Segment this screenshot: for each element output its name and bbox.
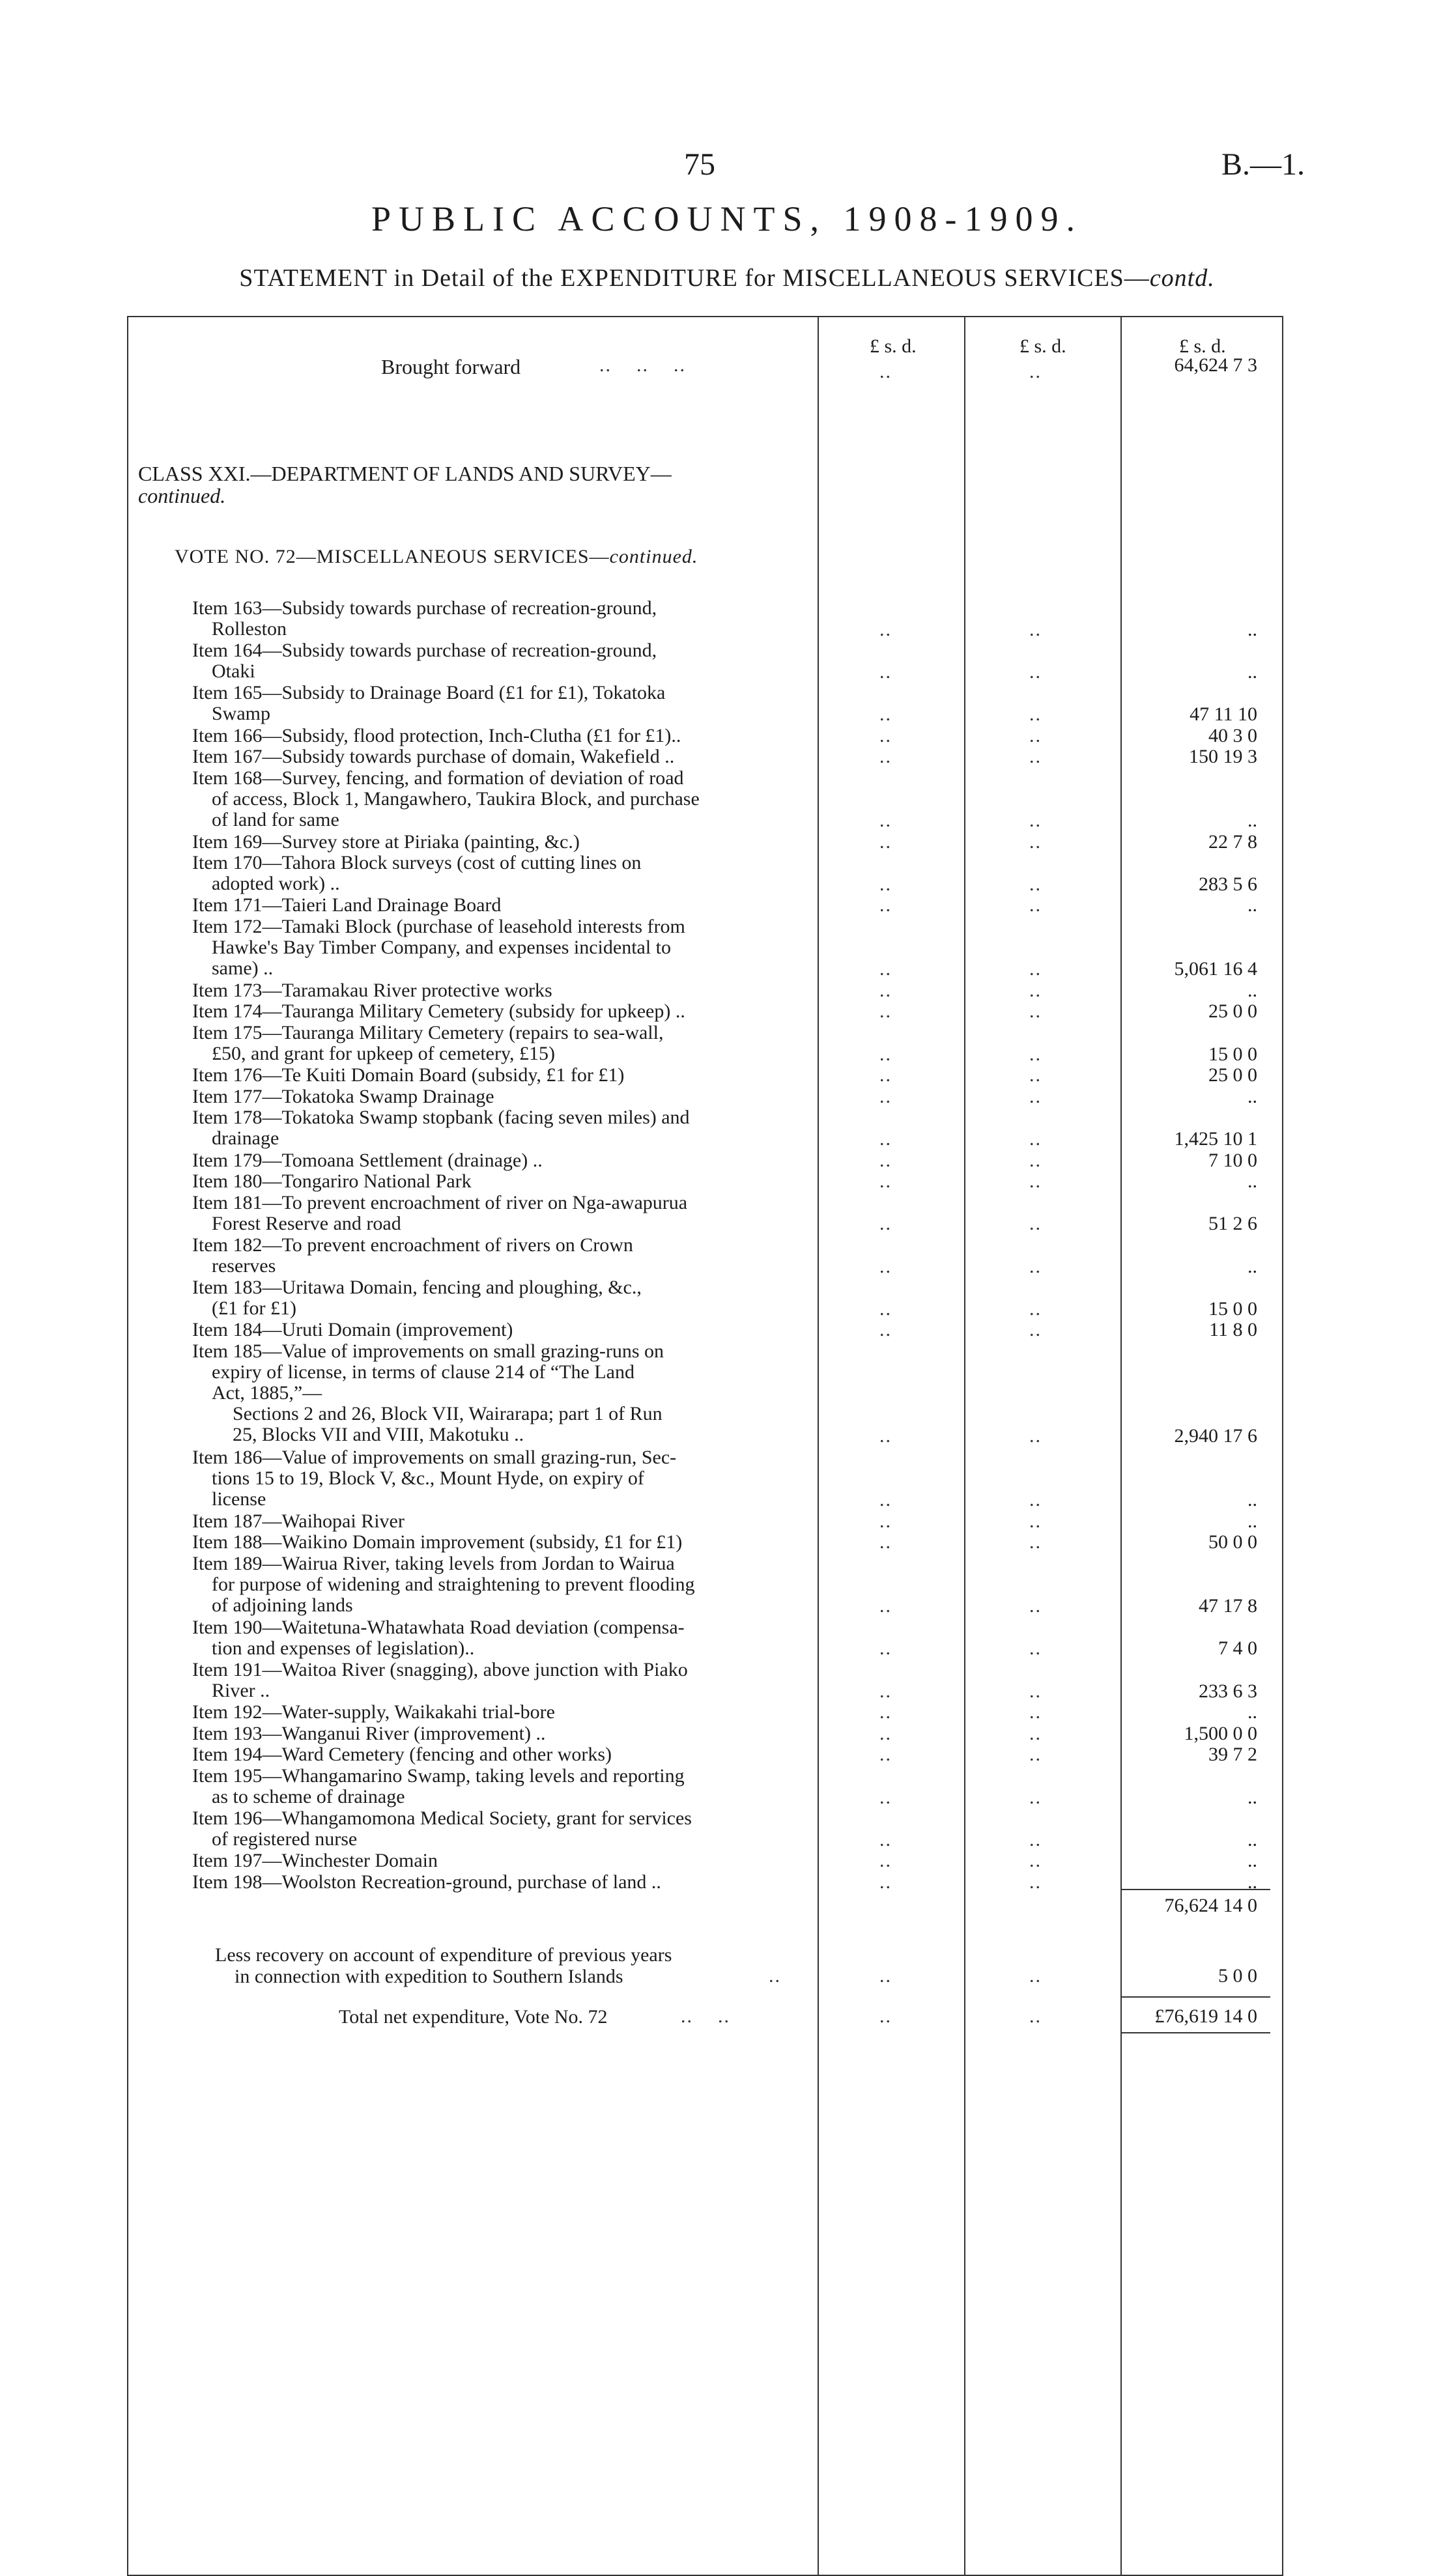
item-amount: .. (1247, 979, 1257, 1001)
item-amount: .. (1247, 1871, 1257, 1893)
leader-dots: .. (1029, 810, 1042, 831)
item-amount: 51 2 6 (1208, 1213, 1257, 1235)
item-amount: .. (1247, 1701, 1257, 1723)
less-recovery-amount: 5 0 0 (1218, 1965, 1257, 1987)
leader-dots: .. (879, 1850, 892, 1872)
item-row (192, 1001, 814, 1022)
item-text: tions 15 to 19, Block V, &c., Mount Hyde, on expiry of (212, 1467, 644, 1489)
leader-dots: .. (1029, 1701, 1042, 1723)
item-amount: 22 7 8 (1208, 830, 1257, 853)
item-text: Item 166—Subsidy, flood protection, Inch-Clutha (£1 for £1).. (192, 724, 681, 746)
item-text: Otaki (212, 660, 255, 683)
leader-dots: .. (1029, 1489, 1042, 1511)
column-divider (964, 316, 965, 2576)
item-text: Item 180—Tongariro National Park (192, 1170, 472, 1193)
item-amount: 47 11 10 (1190, 703, 1257, 725)
item-row (192, 1808, 814, 1850)
item-amount: .. (1247, 618, 1257, 640)
leader-dots: .. (879, 894, 892, 916)
item-amount: 50 0 0 (1208, 1531, 1257, 1553)
leader-dots: .. (1029, 2005, 1042, 2027)
item-row (192, 1553, 814, 1616)
leader-dots: .. (879, 1828, 892, 1850)
item-text: of registered nurse (212, 1828, 358, 1850)
item-text: 25, Blocks VII and VIII, Makotuku .. (233, 1424, 524, 1445)
vote-heading-main: VOTE NO. 72—MISCELLANEOUS SERVICES— (175, 546, 610, 567)
leader-dots: .. (1029, 1319, 1042, 1341)
item-amount: 15 0 0 (1208, 1297, 1257, 1320)
item-amount: 7 4 0 (1218, 1637, 1257, 1660)
leader-dots: .. (1029, 873, 1042, 895)
leader-dots: .. (1029, 724, 1042, 746)
item-text: Item 185—Value of improvements on small grazing-runs on (192, 1340, 664, 1362)
item-amount: 39 7 2 (1208, 1744, 1257, 1766)
item-amount: 5,061 16 4 (1174, 958, 1257, 980)
item-row (192, 853, 814, 894)
item-row (192, 1723, 814, 1744)
leader-dots: .. (879, 1000, 892, 1023)
item-text: Swamp (212, 703, 270, 725)
item-amount: .. (1247, 1489, 1257, 1511)
item-text: drainage (212, 1127, 279, 1150)
leader-dots: .. (1029, 1637, 1042, 1660)
leader-dots: .. (1029, 1149, 1042, 1171)
item-text: Item 177—Tokatoka Swamp Drainage (192, 1085, 494, 1107)
item-row (192, 916, 814, 979)
item-amount: 283 5 6 (1199, 873, 1257, 895)
item-row (192, 1171, 814, 1192)
column-head-3: £ s. d. (1179, 335, 1226, 357)
item-text: same) .. (212, 957, 274, 979)
item-text: as to scheme of drainage (212, 1786, 405, 1807)
leader-dots: .. (879, 1213, 892, 1235)
item-text: Item 193—Wanganui River (improvement) .. (192, 1722, 546, 1744)
item-row (192, 980, 814, 1001)
leader-dots: .. (879, 1128, 892, 1150)
item-amount: 150 19 3 (1189, 746, 1257, 768)
item-row (192, 1277, 814, 1319)
item-text: of access, Block 1, Mangawhero, Taukira Block, and purchase (212, 787, 700, 810)
leader-dots: .. (1029, 1722, 1042, 1744)
item-row (192, 1320, 814, 1340)
leader-dots: .. (1029, 1213, 1042, 1235)
item-row (192, 1235, 814, 1277)
item-amount: .. (1247, 810, 1257, 831)
item-row (192, 832, 814, 853)
item-row (192, 895, 814, 916)
leader-dots: .. (879, 1637, 892, 1660)
item-row (192, 1532, 814, 1553)
leader-dots: .. (879, 1744, 892, 1766)
leader-dots: .. (879, 361, 892, 382)
less-recovery-line2: in connection with expedition to Southern Islands (235, 1966, 623, 1987)
item-text: Forest Reserve and road (212, 1212, 401, 1234)
item-text: Item 173—Taramakau River protective works (192, 979, 552, 1001)
item-text: reserves (212, 1255, 276, 1277)
item-row (192, 1766, 814, 1807)
leader-dots: .. (1029, 1871, 1042, 1893)
item-row (192, 1511, 814, 1532)
page-subtitle (0, 264, 1454, 292)
item-amount: .. (1247, 1170, 1257, 1193)
vote-heading-contd: continued. (609, 546, 698, 567)
item-amount: 11 8 0 (1209, 1319, 1257, 1341)
item-text: Item 181—To prevent encroachment of river on Nga-awapurua (192, 1191, 688, 1213)
leader-dots: .. (879, 1255, 892, 1277)
item-row (192, 1744, 814, 1765)
leader-dots: .. (879, 2005, 892, 2027)
item-text: Item 188—Waikino Domain improvement (subsidy, £1 for £1) (192, 1531, 683, 1553)
leader-dots: .. (1029, 1064, 1042, 1086)
item-row (192, 1447, 814, 1510)
leader-dots: .. (1029, 1085, 1042, 1107)
item-text: license (212, 1488, 266, 1510)
item-text: of adjoining lands (212, 1594, 353, 1616)
leader-dots: .. (1029, 1828, 1042, 1850)
class-heading-line2 (138, 485, 672, 507)
class-heading-contd: continued. (138, 484, 226, 507)
leader-dots: .. (1029, 1531, 1042, 1553)
class-heading-line1: CLASS XXI.—DEPARTMENT OF LANDS AND SURVEY— (138, 462, 672, 485)
item-text: Item 192—Water-supply, Waikakahi trial-bore (192, 1701, 555, 1723)
item-text: (£1 for £1) (212, 1297, 296, 1320)
leader-dots: .. (1029, 1595, 1042, 1617)
item-text: Rolleston (212, 618, 287, 640)
item-text: Item 196—Whangamomona Medical Society, grant for services (192, 1807, 692, 1830)
item-text: Item 198—Woolston Recreation-ground, purchase of land .. (192, 1871, 661, 1893)
leader-dots: .. .. .. (599, 354, 686, 376)
leader-dots: .. (879, 1722, 892, 1744)
item-amount: .. (1247, 1255, 1257, 1277)
leader-dots: .. (1029, 1744, 1042, 1766)
leader-dots: .. (1029, 1000, 1042, 1023)
leader-dots: .. (879, 1701, 892, 1723)
item-text: Item 187—Waihopai River (192, 1510, 405, 1532)
leader-dots: .. (879, 746, 892, 768)
item-amount: .. (1247, 1850, 1257, 1872)
item-text: Hawke's Bay Timber Company, and expenses incidental to (212, 937, 672, 958)
item-text: Item 170—Tahora Block surveys (cost of cutting lines on (192, 852, 642, 874)
leader-dots: .. (1029, 1965, 1042, 1987)
leader-dots: .. (1029, 618, 1042, 640)
leader-dots: .. (879, 1786, 892, 1808)
item-text: Item 191—Waitoa River (snagging), above junction with Piako (192, 1659, 688, 1680)
page-title: PUBLIC ACCOUNTS, 1908-1909. (371, 199, 1083, 238)
item-amount: 1,500 0 0 (1184, 1722, 1257, 1744)
item-text: Item 194—Ward Cemetery (fencing and other works) (192, 1744, 612, 1766)
item-amount: .. (1247, 1085, 1257, 1107)
leader-dots: .. (879, 724, 892, 746)
item-row (192, 1850, 814, 1871)
item-amount: 2,940 17 6 (1174, 1425, 1257, 1447)
leader-dots: .. (879, 1064, 892, 1086)
leader-dots: .. (1029, 1680, 1042, 1702)
page-number: 75 (684, 147, 715, 182)
item-text: Item 167—Subsidy towards purchase of domain, Wakefield .. (192, 746, 675, 768)
leader-dots: .. (879, 1680, 892, 1702)
item-text: River .. (212, 1680, 270, 1701)
leader-dots: .. (879, 979, 892, 1001)
item-amount: 15 0 0 (1208, 1043, 1257, 1065)
column-head-2: £ s. d. (1019, 335, 1066, 357)
item-text: Item 169—Survey store at Piriaka (painting, &c.) (192, 830, 580, 853)
item-amount: 47 17 8 (1199, 1595, 1257, 1617)
leader-dots: .. (1029, 979, 1042, 1001)
subtitle-main: STATEMENT in Detail of the EXPENDITURE for MISCELLANEOUS SERVICES— (239, 264, 1150, 292)
item-text: adopted work) .. (212, 873, 340, 895)
leader-dots: .. (879, 1085, 892, 1107)
item-amount: .. (1247, 894, 1257, 916)
item-text: Item 184—Uruti Domain (improvement) (192, 1319, 513, 1341)
leader-dots: .. (879, 1425, 892, 1447)
leader-dots: .. (879, 830, 892, 853)
item-text: Item 179—Tomoana Settlement (drainage) .. (192, 1149, 543, 1171)
item-amount: .. (1247, 1786, 1257, 1808)
leader-dots: .. (1029, 1297, 1042, 1320)
item-text: Item 178—Tokatoka Swamp stopbank (facing seven miles) and (192, 1107, 690, 1129)
item-row (192, 640, 814, 682)
leader-dots: .. (769, 1965, 781, 1987)
column-head-1: £ s. d. (870, 335, 917, 357)
item-row (192, 1617, 814, 1659)
leader-dots: .. (879, 703, 892, 725)
leader-dots: .. (879, 1043, 892, 1065)
leader-dots: .. (879, 618, 892, 640)
vote-heading (175, 546, 698, 568)
leader-dots: .. (1029, 660, 1042, 683)
leader-dots: .. (879, 1297, 892, 1320)
item-text: Item 171—Taieri Land Drainage Board (192, 894, 502, 916)
leader-dots: .. (1029, 1170, 1042, 1193)
item-text: Item 163—Subsidy towards purchase of recreation-ground, (192, 597, 657, 619)
item-row (192, 1086, 814, 1107)
total-underline (1120, 2032, 1270, 2033)
item-row (192, 726, 814, 746)
leader-dots: .. (1029, 1850, 1042, 1872)
leader-dots: .. (1029, 1786, 1042, 1808)
item-text: Item 190—Waitetuna-Whatawhata Road deviation (compensa- (192, 1616, 685, 1638)
item-row (192, 768, 814, 830)
item-text: Item 176—Te Kuiti Domain Board (subsidy, £1 for £1) (192, 1064, 625, 1086)
item-amount: .. (1247, 660, 1257, 683)
item-text: £50, and grant for upkeep of cemetery, £15) (212, 1043, 556, 1064)
item-row (192, 1872, 814, 1893)
item-text: Item 197—Winchester Domain (192, 1850, 438, 1872)
item-amount: 40 3 0 (1208, 724, 1257, 746)
item-row (192, 1065, 814, 1086)
item-row (192, 1341, 814, 1445)
leader-dots: .. .. (681, 2005, 730, 2027)
item-amount: 25 0 0 (1208, 1064, 1257, 1086)
item-row (192, 598, 814, 640)
item-text: Item 189—Wairua River, taking levels from Jordan to Wairua (192, 1553, 675, 1574)
item-amount: 7 10 0 (1208, 1149, 1257, 1171)
item-text: Item 168—Survey, fencing, and formation of deviation of road (192, 767, 684, 789)
class-heading (138, 462, 672, 507)
item-text: Item 175—Tauranga Military Cemetery (repairs to sea-wall, (192, 1022, 664, 1043)
leader-dots: .. (1029, 894, 1042, 916)
leader-dots: .. (879, 1595, 892, 1617)
leader-dots: .. (1029, 1510, 1042, 1532)
leader-dots: .. (1029, 1255, 1042, 1277)
brought-forward-amount: 64,624 7 3 (1174, 354, 1257, 376)
less-recovery-line1: Less recovery on account of expenditure of previous years (215, 1944, 672, 1966)
item-text: tion and expenses of legislation).. (212, 1637, 475, 1659)
brought-forward-label: Brought forward (381, 355, 521, 378)
item-row (192, 746, 814, 767)
item-amount: .. (1247, 1828, 1257, 1850)
leader-dots: .. (879, 660, 892, 683)
column-divider (818, 316, 819, 2576)
item-text: Item 172—Tamaki Block (purchase of leasehold interests from (192, 916, 685, 937)
item-row (192, 683, 814, 724)
leader-dots: .. (879, 1489, 892, 1511)
leader-dots: .. (1029, 361, 1042, 382)
leader-dots: .. (879, 1319, 892, 1341)
leader-dots: .. (1029, 1128, 1042, 1150)
item-row (192, 1107, 814, 1149)
item-row (192, 1660, 814, 1701)
leader-dots: .. (879, 810, 892, 831)
leader-dots: .. (879, 1871, 892, 1893)
item-text: of land for same (212, 808, 339, 830)
item-amount: 25 0 0 (1208, 1000, 1257, 1023)
item-text: expiry of license, in terms of clause 214 of “The Land (212, 1361, 634, 1383)
leader-dots: .. (879, 1149, 892, 1171)
item-amount: 233 6 3 (1199, 1680, 1257, 1702)
leader-dots: .. (879, 873, 892, 895)
item-text: Act, 1885,”— (212, 1382, 322, 1404)
leader-dots: .. (1029, 830, 1042, 853)
item-text: for purpose of widening and straightening to prevent flooding (212, 1574, 695, 1595)
leader-dots: .. (1029, 1043, 1042, 1065)
leader-dots: .. (1029, 958, 1042, 980)
item-text: Item 183—Uritawa Domain, fencing and ploughing, &c., (192, 1277, 642, 1299)
leader-dots: .. (1029, 703, 1042, 725)
item-amount: 1,425 10 1 (1174, 1128, 1257, 1150)
total-label: Total net expenditure, Vote No. 72 (339, 2006, 608, 2028)
item-row (192, 1023, 814, 1064)
item-row (192, 1193, 814, 1234)
item-row (192, 1150, 814, 1171)
item-text: Item 182—To prevent encroachment of rivers on Crown (192, 1234, 633, 1256)
subtitle-contd: contd. (1149, 264, 1215, 292)
leader-dots: .. (1029, 746, 1042, 768)
item-text: Item 174—Tauranga Military Cemetery (subsidy for upkeep) .. (192, 1000, 685, 1023)
item-amount: .. (1247, 1510, 1257, 1532)
total-rule (1120, 1996, 1270, 1998)
leader-dots: .. (879, 1965, 892, 1987)
item-text: Item 164—Subsidy towards purchase of recreation-ground, (192, 640, 657, 662)
leader-dots: .. (879, 958, 892, 980)
subtotal-amount: 76,624 14 0 (1164, 1895, 1257, 1916)
leader-dots: .. (879, 1170, 892, 1193)
item-text: Item 195—Whangamarino Swamp, taking levels and reporting (192, 1765, 685, 1787)
item-text: Item 165—Subsidy to Drainage Board (£1 for £1), Tokatoka (192, 682, 666, 704)
item-text: Sections 2 and 26, Block VII, Wairarapa; part 1 of Run (233, 1403, 663, 1424)
item-row (192, 1702, 814, 1723)
item-text: Item 186—Value of improvements on small grazing-run, Sec- (192, 1447, 677, 1468)
leader-dots: .. (879, 1531, 892, 1553)
total-amount: £76,619 14 0 (1154, 2005, 1257, 2027)
leader-dots: .. (1029, 1425, 1042, 1447)
leader-dots: .. (879, 1510, 892, 1532)
document-reference: B.—1. (1221, 147, 1305, 182)
